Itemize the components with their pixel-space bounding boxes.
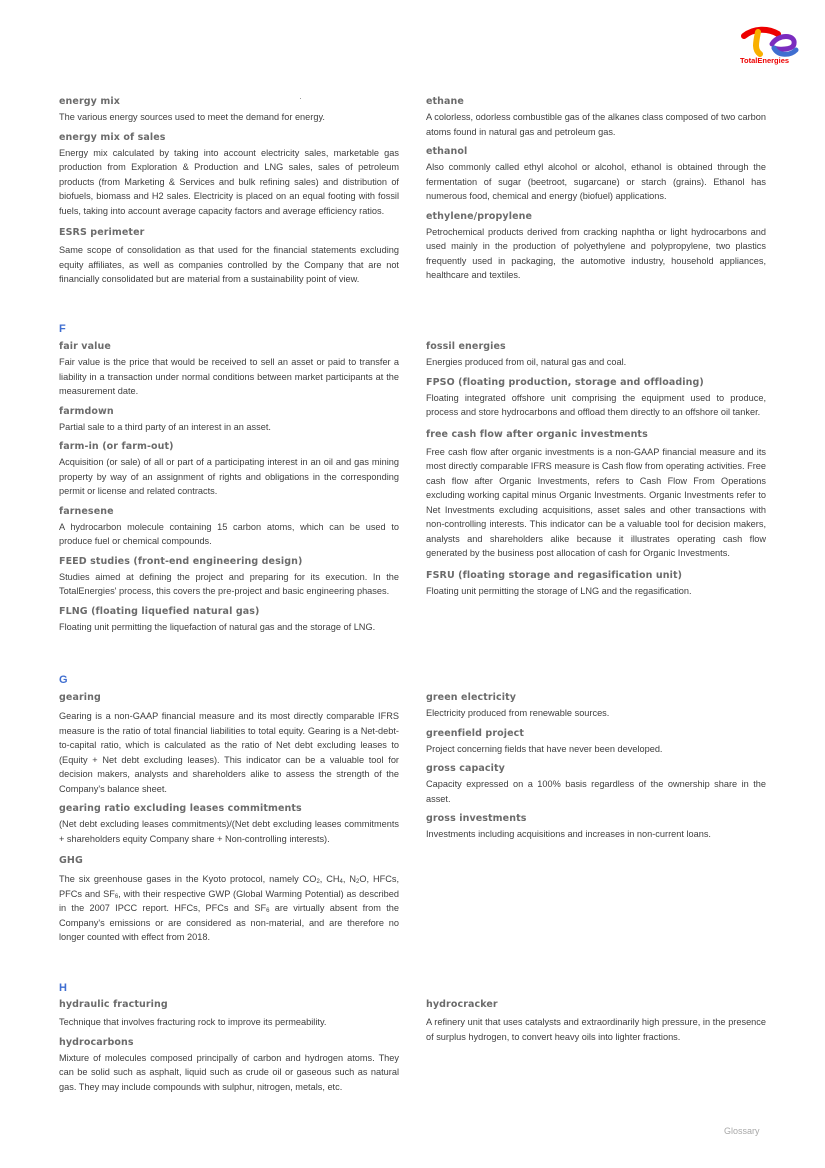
term-definition: Floating unit permitting the storage of LNG and the regasification. — [426, 585, 692, 596]
section-letter-h: H — [59, 982, 67, 994]
term-title: GHG — [59, 855, 83, 866]
term-title: energy mix of sales — [59, 131, 166, 143]
term-title: gross investments — [426, 813, 527, 824]
term-definition: Free cash flow after organic investments is a non-GAAP financial measure and its most directly comparable IFRS measure is Cash flow from operating activities. Free cash flow after Organic Investments, refers to Cash Flow From Operations excluding working capital minus Organic Investments. Organic Investments refer to Net Investments excluding acquisitions, asset sales and other transactions with non-controlling interests. This indicator can be a valuable tool for decision makers, analysts and shareholders alike because it illustrates operating cash flow generated by the business post allocation of cash for Organic Investments. — [426, 446, 766, 558]
term-title: hydrocracker — [426, 999, 498, 1010]
term-definition: Energy mix calculated by taking into account electricity sales, marketable gas production from Exploration & Production and LNG sales, sales of petroleum products (from Marketing & Services and bulk refining sales) and distribution of biofuels, biomass and H2 sales. Electricity is placed on an equal footing with fossil fuels, taking into account average capacity factors and average efficiency ratios. — [59, 147, 399, 216]
term-title: FSRU (floating storage and regasification unit) — [426, 569, 683, 581]
section-h-left — [59, 999, 399, 1094]
section-f-left — [59, 341, 399, 634]
term-title: ethylene/propylene — [426, 210, 533, 222]
term-title: hydrocarbons — [59, 1036, 134, 1048]
term-definition: Energies produced from oil, natural gas and coal. — [426, 357, 627, 367]
term-title: greenfield project — [426, 727, 525, 739]
section-letter-g: G — [59, 674, 68, 686]
term-definition: A colorless, odorless combustible gas of the alkanes class composed of two carbon atoms found in natural gas and petroleum gas. — [426, 112, 766, 137]
term-title: fair value — [59, 341, 111, 352]
term-definition: A hydrocarbon molecule containing 15 carbon atoms, which can be used to produce fuel or chemical compounds. — [59, 521, 399, 546]
term-definition: Petrochemical products derived from cracking naphtha or light hydrocarbons and used mainly in the production of polyethylene and polypropylene, two plastics frequently used in packaging, the automotive industry, household appliances, healthcare and textiles. — [426, 226, 766, 280]
term-definition: Acquisition (or sale) of all or part of a participating interest in an oil and gas mining property by way of an assignment of rights and obligations in the corresponding permit or license and related contracts. — [59, 457, 399, 496]
section-g-left — [59, 692, 399, 945]
term-definition: Gearing is a non-GAAP financial measure and its most directly comparable IFRS measure is the ratio of total financial liabilities to total equity. Gearing is a Net-debt-to-capital ratio, which is calculated as the ratio of Net debt excluding leases to (Equity + Net debt excluding leases). This indicator can be a valuable tool for decision makers, analysts and shareholders alike to assess the strength of the Company's balance sheet. — [59, 711, 399, 794]
section-h-right — [426, 999, 766, 1044]
term-definition: A refinery unit that uses catalysts and extraordinarily high pressure, in the presence of surplus hydrogen, to convert heavy oils into lighter fractions. — [426, 1017, 766, 1042]
section-e-left — [59, 96, 399, 287]
term-title: FPSO (floating production, storage and offloading) — [426, 376, 704, 388]
term-definition: Fair value is the price that would be received to sell an asset or paid to transfer a liability in a transaction under normal conditions between market participants at the measurement date. — [59, 357, 399, 396]
term-title: farnesene — [59, 505, 114, 517]
term-definition: Project concerning fields that have never been developed. — [426, 743, 663, 754]
term-definition: Investments including acquisitions and increases in non-current loans. — [426, 829, 711, 839]
term-title: energy mix — [59, 96, 120, 107]
term-definition: (Net debt excluding leases commitments)/(Net debt excluding leases commitments + shareholders equity Company share + Non-controlling interests). — [59, 819, 399, 844]
term-definition: The various energy sources used to meet the demand for energy. — [59, 112, 325, 122]
term-definition: Also commonly called ethyl alcohol or alcohol, ethanol is obtained through the fermentation of sugar (beetroot, sugarcane) or starch (grains). Ethanol has numerous food, chemical and energy (biofuel) applications. — [426, 162, 766, 201]
term-title: gearing ratio excluding leases commitments — [59, 803, 302, 814]
term-title: gross capacity — [426, 763, 505, 774]
term-definition: Same scope of consolidation as that used for the financial statements excluding equity affiliates, as well as companies controlled by the Company that are not financially consolidated but are material from a sustainability point of view. — [59, 245, 399, 284]
term-title: green electricity — [426, 692, 517, 703]
term-title: gearing — [59, 692, 101, 703]
section-f-right — [426, 341, 766, 598]
term-definition: Studies aimed at defining the project and preparing for its execution. In the TotalEnergies' process, this covers the pre-project and basic engineering phases. — [59, 571, 399, 596]
term-title: farmdown — [59, 405, 114, 417]
term-definition: Partial sale to a third party of an interest in an asset. — [59, 421, 271, 432]
term-definition: Mixture of molecules composed principally of carbon and hydrogen atoms. They can be solid such as asphalt, liquid such as crude oil or gaseous such as natural gas. They may include compounds with sulphur, nitrogen, metals, etc. — [59, 1052, 399, 1092]
term-title: ESRS perimeter — [59, 227, 145, 238]
term-definition: Electricity produced from renewable sources. — [426, 708, 610, 718]
term-title: ethane — [426, 96, 464, 107]
section-letter-f: F — [59, 323, 66, 335]
term-definition: Capacity expressed on a 100% basis regardless of the ownership share in the asset. — [426, 779, 766, 804]
term-title: hydraulic fracturing — [59, 999, 168, 1010]
term-title: free cash flow after organic investments — [426, 428, 648, 440]
brand-name: TotalEnergies — [740, 56, 790, 65]
term-definition: Floating unit permitting the liquefaction of natural gas and the storage of LNG. — [59, 621, 376, 632]
term-title: farm-in (or farm-out) — [59, 441, 174, 452]
term-title: ethanol — [426, 146, 468, 157]
term-definition: Technique that involves fracturing rock to improve its permeability. — [59, 1017, 327, 1027]
term-title: fossil energies — [426, 341, 506, 352]
section-g-right — [426, 692, 766, 842]
section-e-right — [426, 96, 766, 283]
term-definition: Floating integrated offshore unit comprising the equipment used to produce, process and store hydrocarbons and offload them directly to an offshore oil tanker. — [426, 392, 766, 417]
term-title: FEED studies (front-end engineering design) — [59, 555, 303, 567]
term-definition-ghg: The six greenhouse gases in the Kyoto protocol, namely $CO_2$, $CH_4$, $N_2O$, HFCs, PFCs and $SF_6$, with their respective GWP (Global Warming Potential) as described in the 2007 IPCC report. HFCs, PFCs and $SF_6$ are virtually absent from the Company's emissions or are considered as non-material, and are therefore no longer counted with effect from 2018. — [59, 874, 399, 942]
page-footer: Glossary — [724, 1126, 760, 1136]
term-title: FLNG (floating liquefied natural gas) — [59, 605, 260, 617]
